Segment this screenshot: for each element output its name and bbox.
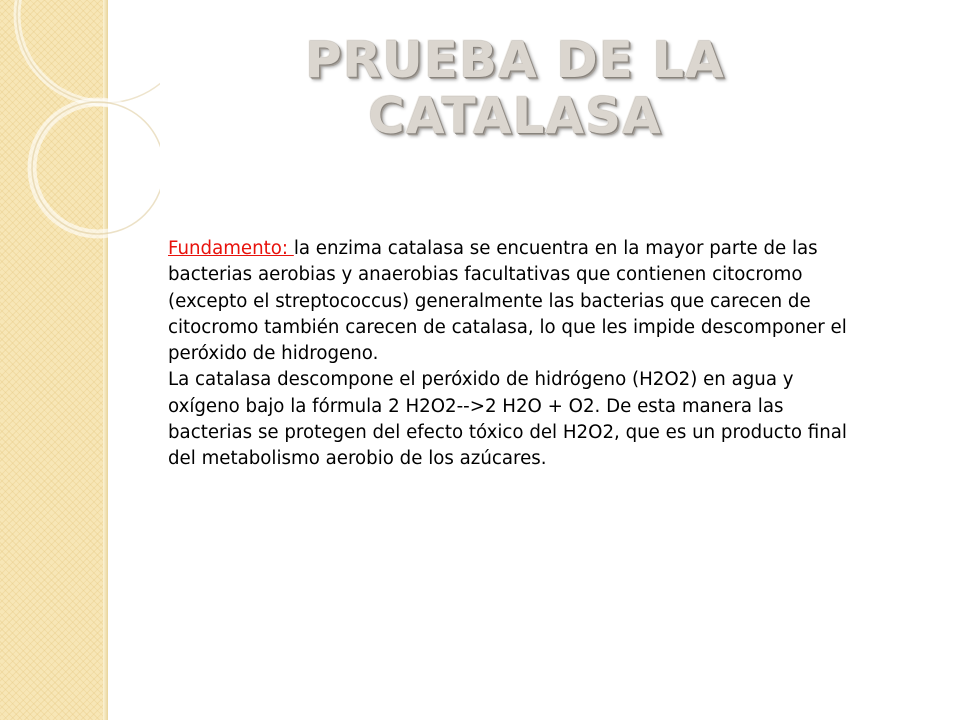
slide-body xyxy=(168,236,858,473)
slide-title xyxy=(225,32,805,144)
slide-title-line-2: CATALASA xyxy=(368,87,662,145)
fundamento-text: la enzima catalasa se encuentra en la mayor parte de las bacterias aerobias y anaerobias facultativas que contienen citocromo (excepto el streptococcus) generalmente las bacterias que carecen de citocromo también carecen de catalasa, lo que les impide descomponer el peróxido de hidrogeno. xyxy=(168,238,847,365)
fundamento-paragraph xyxy=(168,236,858,367)
fundamento-label: Fundamento: xyxy=(168,238,294,259)
catalasa-paragraph: La catalasa descompone el peróxido de hidrógeno (H2O2) en agua y oxígeno bajo la fórmula 2 H2O2-->2 H2O + O2. De esta manera las bacterias se protegen del efecto tóxico del H2O2, que es un producto final del metabolismo aerobio de los azúcares. xyxy=(168,369,847,470)
decorative-rings-icon xyxy=(0,0,160,260)
slide-title-line-1: PRUEBA DE LA xyxy=(305,31,725,89)
